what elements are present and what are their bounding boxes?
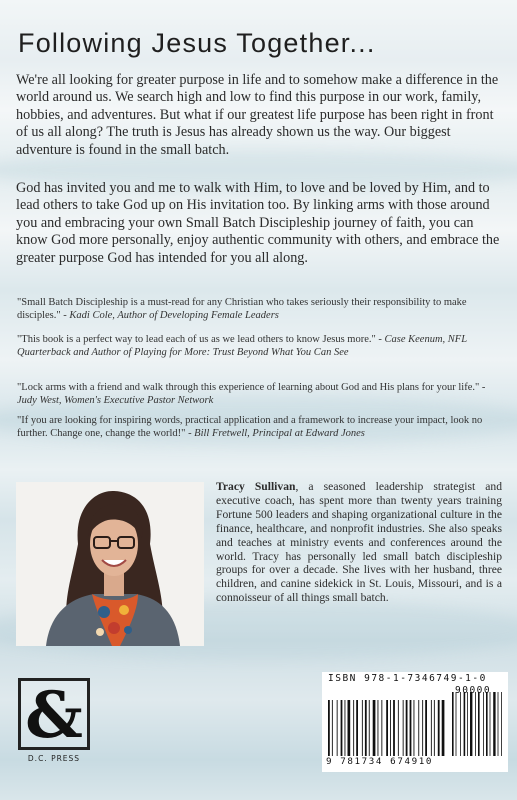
endorsement-attribution: - Judy West, Women's Executive Pastor Network (17, 382, 486, 406)
barcode-bar (470, 692, 472, 756)
endorsement-attribution: - Case Keenum, NFL Quarterback and Author of Playing for More: Trust Beyond What You Can See (17, 334, 467, 358)
author-name: Tracy Sullivan (216, 480, 296, 493)
barcode-bar (478, 692, 480, 756)
endorsement-quote: "This book is a perfect way to lead each of us as we lead others to know Jesus more." (17, 334, 379, 345)
endorsement (17, 296, 503, 322)
barcode-bar (353, 700, 354, 756)
author-bio (216, 480, 502, 605)
ampersand-icon (21, 681, 87, 747)
barcode-bar (406, 700, 408, 756)
barcode-bar (373, 700, 376, 756)
barcode-bar (475, 692, 476, 756)
barcode-bar (390, 700, 391, 756)
price-code: 90000 (455, 685, 492, 696)
barcode-bar (452, 692, 454, 756)
publisher-logo (18, 678, 90, 750)
endorsement (17, 414, 503, 440)
barcode-bar (398, 700, 399, 756)
endorsement-attribution: - Bill Fretwell, Principal at Edward Jones (188, 428, 365, 439)
logo-glyph: & (25, 681, 83, 747)
barcode-bar (393, 700, 395, 756)
publisher-name: D.C. PRESS (27, 754, 81, 763)
cover-heading: Following Jesus Together... (18, 28, 376, 58)
barcode-bar (365, 700, 367, 756)
barcode-bar (381, 700, 382, 756)
endorsement-quote: "Lock arms with a friend and walk through this experience of learning about God and His plans for your life." (17, 382, 482, 393)
barcode-digits: 9 781734 674910 (326, 756, 433, 767)
barcode-bar (403, 700, 404, 756)
barcode-bar (378, 700, 379, 756)
barcode-bar (425, 700, 427, 756)
endorsement-quote: "Small Batch Discipleship is a must-read for any Christian who takes seriously their responsibility to make disciples." (17, 297, 467, 321)
barcode-bar (442, 700, 445, 756)
barcode-bar (386, 700, 388, 756)
barcode-bar (328, 700, 330, 756)
endorsement (17, 381, 503, 407)
barcode-bar (490, 692, 491, 756)
endorsement-quote: "If you are looking for inspiring words, practical application and a framework to increase your impact, look no further. Change one, change the world!" (17, 415, 483, 439)
endorsement-attribution: - Kadi Cole, Author of Developing Female Leaders (63, 310, 279, 321)
barcode-bar (341, 700, 343, 756)
intro-paragraph: We're all looking for greater purpose in life and to somehow make a difference in the world around us. We search high and low to find this purpose in our work, family, hobbies, and adventures. But what if our greatest life purpose has been right in front of us all along? The truth is Jesus has already shown us the way. Our biggest adventure is found in the small batch. (16, 72, 499, 158)
isbn-label: ISBN 978-1-7346749-1-0 (328, 673, 487, 684)
barcode-bar (438, 700, 440, 756)
barcode-bar (501, 692, 502, 756)
invitation-paragraph: God has invited you and me to walk with Him, to love and be loved by Him, and to lead others to take God up on His invitation too. By linking arms with those around you and embracing your own Small Batch Discipleship journey of faith, you can know God more personally, enjoy authentic community with others, and embrace the greater purpose God has intended for you all along. (16, 180, 500, 266)
barcode-bar (431, 700, 432, 756)
barcode-bar (345, 700, 346, 756)
author-bio-text: , a seasoned leadership strategist and executive coach, has spent more than twenty years training Fortune 500 leaders and shaping organizational culture in the finance, healthcare, and nonprofit industries. She also speaks and teaches at ministry events and conferences around the world. Tracy has personally led small batch discipleship groups for over a decade. She lives with her husband, three children, and canine sidekick in St. Louis, Missouri, and is a connoisseur of all things small batch. (216, 480, 502, 605)
barcode-bar (362, 700, 363, 756)
author-photo (16, 482, 204, 646)
barcode-bar (337, 700, 338, 756)
barcode-bar (348, 700, 351, 756)
barcode-bar (493, 692, 495, 756)
barcode-bar (464, 692, 466, 756)
barcode-bar (414, 700, 415, 756)
barcode-bar (483, 692, 484, 756)
barcode-bar (369, 700, 370, 756)
barcode-bar (467, 692, 468, 756)
barcode-bar (356, 700, 358, 756)
barcode-bar (410, 700, 412, 756)
barcode-bar (498, 692, 499, 756)
barcode-bar (422, 700, 423, 756)
barcode-bar (418, 700, 419, 756)
barcode-bar (456, 692, 457, 756)
author-portrait-illustration (16, 482, 204, 646)
barcode-bar (486, 692, 488, 756)
barcode-bar (434, 700, 435, 756)
barcode-bar (332, 700, 333, 756)
barcode-bar (460, 692, 461, 756)
endorsement (17, 333, 503, 359)
